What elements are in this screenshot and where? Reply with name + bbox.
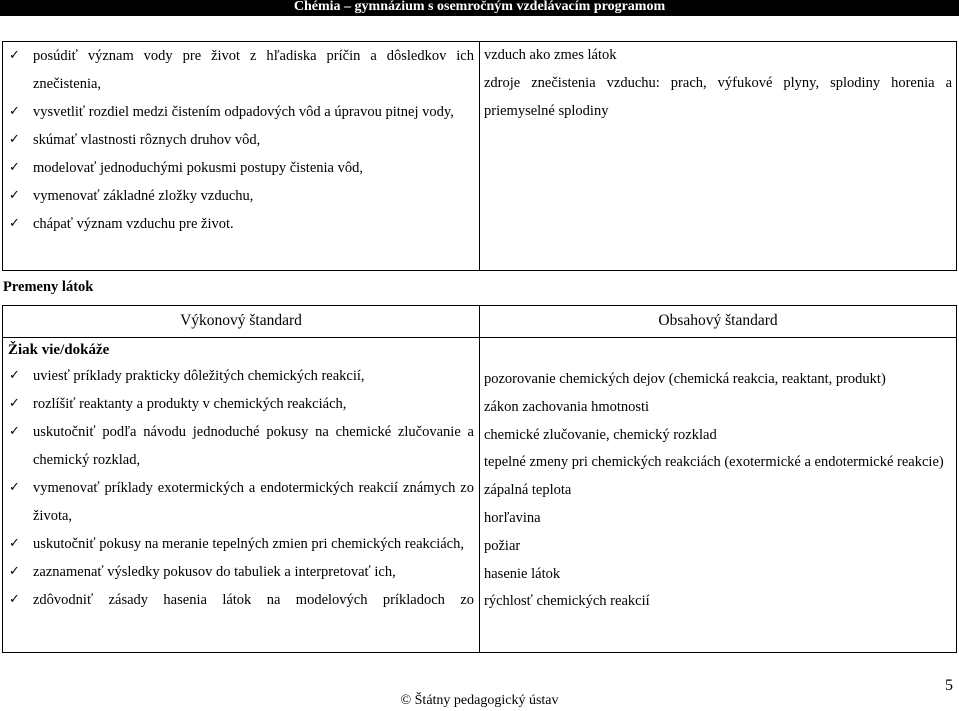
list-item (8, 210, 474, 238)
list-item-text: uviesť príklady prakticky dôležitých chemických reakcií, (33, 368, 365, 384)
content-line: chemické zlučovanie, chemický rozklad (484, 426, 717, 443)
content-line: požiar (484, 537, 521, 554)
content-line: rýchlosť chemických reakcií (484, 593, 650, 610)
check-icon: ✓ (9, 48, 20, 63)
list-item (8, 362, 474, 390)
pupil-intro: Žiak vie/dokáže (8, 342, 110, 358)
check-icon: ✓ (9, 396, 20, 411)
left-column-header: Výkonový štandard (180, 312, 302, 329)
list-item (8, 42, 474, 98)
check-icon: ✓ (9, 188, 20, 203)
top-table (2, 41, 957, 271)
top-right-line-0: vzduch ako zmes látok (484, 47, 617, 63)
check-icon: ✓ (9, 132, 20, 147)
bottom-table-divider (479, 306, 480, 652)
content-line: tepelné zmeny pri chemických reakciách (exotermické a endotermické reakcie) (484, 454, 944, 471)
check-icon: ✓ (9, 536, 20, 551)
top-right-line-1: zdroje znečistenia vzduchu: prach, výfukové plyny, splodiny horenia a priemyselné splodiny (484, 74, 952, 119)
list-item-text: uskutočniť pokusy na meranie tepelných zmien pri chemických reakciách, (33, 536, 464, 552)
top-left-list (8, 42, 474, 238)
right-column-header: Obsahový štandard (658, 312, 778, 329)
content-line: horľavina (484, 509, 541, 526)
section-title: Premeny látok (3, 279, 94, 295)
content-line: zákon zachovania hmotnosti (484, 398, 650, 415)
list-item-text: zaznamenať výsledky pokusov do tabuliek a interpretovať ich, (33, 564, 396, 580)
list-item-text: uskutočniť podľa návodu jednoduché pokusy na chemické zlučovanie a chemický rozklad, (33, 424, 474, 468)
list-item-text: chápať význam vzduchu pre život. (33, 216, 234, 232)
check-icon: ✓ (9, 480, 20, 495)
content-line: pozorovanie chemických dejov (chemická reakcia, reaktant, produkt) (484, 371, 886, 387)
content-line: hasenie látok (484, 565, 561, 582)
check-icon: ✓ (9, 104, 20, 119)
list-item-text: vymenovať príklady exotermických a endotermických reakcií známych zo života, (33, 480, 474, 524)
check-icon: ✓ (9, 160, 20, 175)
list-item (8, 126, 474, 154)
list-item-text: vymenovať základné zložky vzduchu, (33, 188, 254, 204)
check-icon: ✓ (9, 592, 20, 607)
list-item (8, 154, 474, 182)
list-item (8, 418, 474, 474)
content-line: zápalná teplota (484, 482, 572, 499)
top-table-divider (479, 42, 480, 270)
page-number: 5 (945, 677, 953, 694)
bottom-table (2, 305, 957, 653)
header-title: Chémia – gymnázium s osemročným vzdelávacím programom (293, 0, 666, 14)
list-item-text: posúdiť význam vody pre život z hľadiska príčin a dôsledkov ich znečistenia, (33, 48, 474, 92)
list-item (8, 474, 474, 530)
list-item (8, 530, 474, 558)
list-item-text: modelovať jednoduchými pokusmi postupy čistenia vôd, (33, 160, 363, 176)
check-icon: ✓ (9, 368, 20, 383)
list-item (8, 558, 474, 586)
list-item (8, 586, 474, 614)
bottom-left-list (8, 362, 474, 614)
list-item-text: skúmať vlastnosti rôznych druhov vôd, (33, 132, 261, 148)
top-right-cell (484, 42, 952, 270)
list-item-text: rozlíšiť reaktanty a produkty v chemických reakciách, (33, 396, 347, 412)
bottom-left-cell (8, 342, 474, 652)
footer-copyright: © Štátny pedagogický ústav (400, 693, 559, 708)
check-icon: ✓ (9, 564, 20, 579)
list-item-text: vysvetliť rozdiel medzi čistením odpadových vôd a úpravou pitnej vody, (33, 104, 454, 120)
check-icon: ✓ (9, 216, 20, 231)
top-left-cell (8, 42, 474, 270)
bottom-table-header-rule (3, 337, 956, 338)
list-item (8, 390, 474, 418)
list-item (8, 182, 474, 210)
list-item-text: zdôvodniť zásady hasenia látok na modelových príkladoch zo (33, 592, 474, 608)
list-item (8, 98, 474, 126)
check-icon: ✓ (9, 424, 20, 439)
page-header (0, 0, 959, 16)
bottom-right-lines (484, 366, 952, 616)
bottom-right-cell (484, 366, 952, 652)
